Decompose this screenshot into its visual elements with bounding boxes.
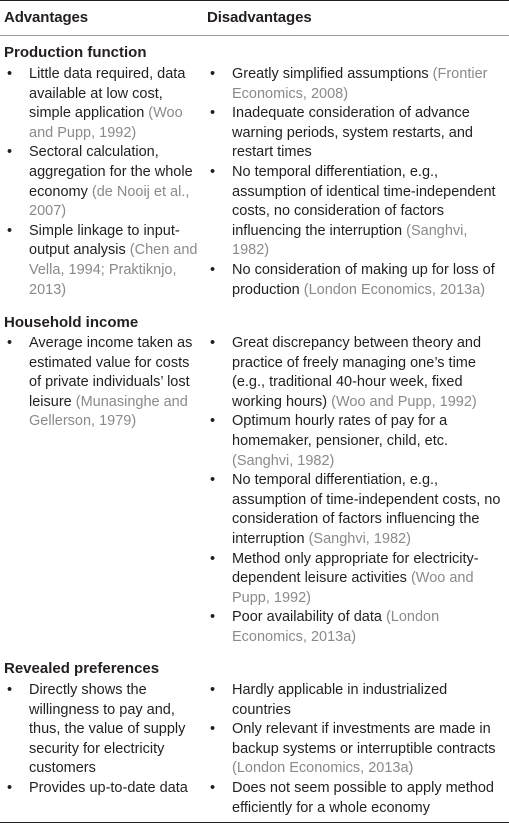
header-disadvantages: Disadvantages (207, 9, 312, 26)
section-title-household-income: Household income (4, 314, 139, 331)
list-item: • Great discrepancy between theory and practice of freely managing one’s time (e.g., traditional 40-hour week, fixed working hours) (Woo and Pupp, 1992) (207, 334, 507, 412)
list-item: • Optimum hourly rates of pay for a homemaker, pensioner, child, etc. (Sanghvi, 1982) (207, 412, 507, 471)
list-item: • No temporal differentiation, e.g., assumption of time-independent costs, no consideration of factors influencing the interruption (Sanghvi, 1982) (207, 471, 507, 549)
list-item: • Greatly simplified assumptions (Frontier Economics, 2008) (207, 65, 507, 104)
revealed-preferences-disadvantages (207, 681, 507, 818)
header-rule (0, 35, 509, 36)
list-item: • Provides up-to-date data (4, 779, 204, 799)
production-function-advantages (4, 65, 204, 300)
household-income-advantages (4, 334, 204, 432)
list-item: • Simple linkage to input-output analysis (Chen and Vella, 1994; Praktiknjo, 2013) (4, 222, 204, 300)
list-item: • Little data required, data available at low cost, simple application (Woo and Pupp, 1992) (4, 65, 204, 143)
list-item: • Does not seem possible to apply method efficiently for a whole economy (207, 779, 507, 818)
household-income-disadvantages (207, 334, 507, 648)
revealed-preferences-advantages (4, 681, 204, 799)
table-top-rule (0, 0, 509, 1)
production-function-disadvantages (207, 65, 507, 300)
list-item: • Poor availability of data (London Economics, 2013a) (207, 608, 507, 647)
table-bottom-rule (0, 822, 509, 823)
section-title-revealed-preferences: Revealed preferences (4, 660, 160, 677)
list-item: • Hardly applicable in industrialized countries (207, 681, 507, 720)
list-item: • No consideration of making up for loss of production (London Economics, 2013a) (207, 261, 507, 300)
list-item: • No temporal differentiation, e.g., assumption of identical time-independent costs, no consideration of factors influencing the interruption (Sanghvi, 1982) (207, 163, 507, 261)
list-item: • Directly shows the willingness to pay and, thus, the value of supply security for electricity customers (4, 681, 204, 779)
list-item: • Sectoral calculation, aggregation for the whole economy (de Nooij et al., 2007) (4, 143, 204, 221)
list-item: • Only relevant if investments are made in backup systems or interruptible contracts (London Economics, 2013a) (207, 720, 507, 779)
list-item: • Average income taken as estimated value for costs of private individuals’ lost leisure (Munasinghe and Gellerson, 1979) (4, 334, 204, 432)
list-item: • Method only appropriate for electricity-dependent leisure activities (Woo and Pupp, 1992) (207, 550, 507, 609)
section-title-production-function: Production function (4, 44, 147, 61)
header-advantages: Advantages (4, 9, 89, 26)
list-item: • Inadequate consideration of advance warning periods, system restarts, and restart times (207, 104, 507, 163)
